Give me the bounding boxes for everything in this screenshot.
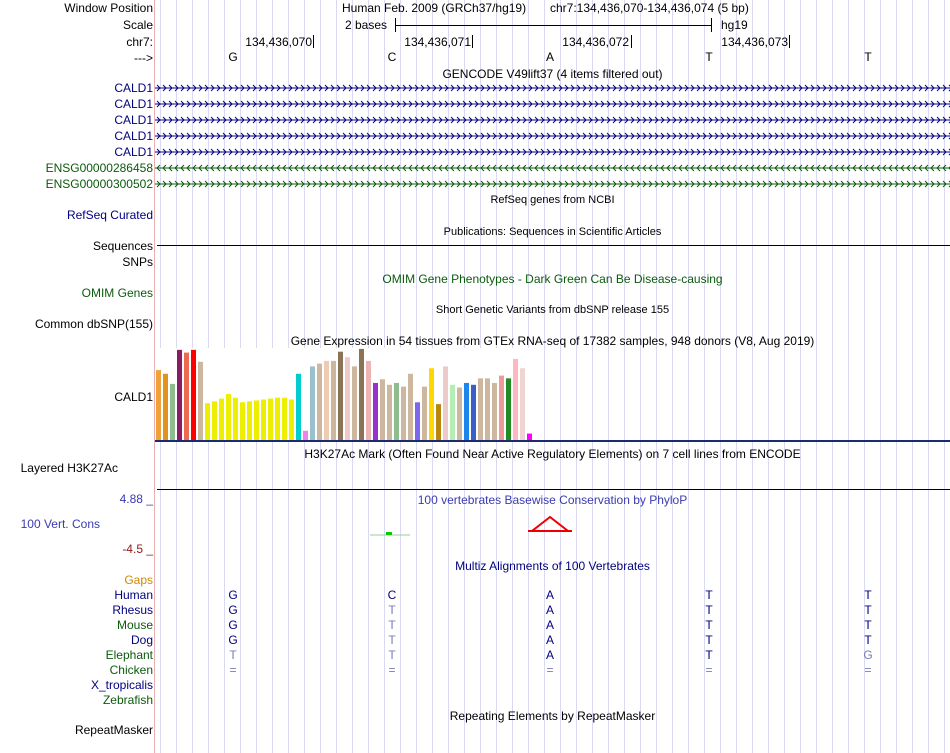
gtex-bar[interactable] bbox=[331, 361, 336, 440]
ruler-tick-label: 134,436,071 bbox=[404, 35, 471, 49]
gtex-bar[interactable] bbox=[443, 366, 448, 440]
gtex-bar[interactable] bbox=[380, 379, 385, 440]
alignment-base: T bbox=[864, 603, 872, 617]
gtex-bar[interactable] bbox=[261, 400, 266, 440]
species-label[interactable]: Human bbox=[114, 588, 153, 602]
window-position-label: Window Position bbox=[64, 1, 153, 15]
scale-db: hg19 bbox=[721, 18, 748, 32]
alignment-base: A bbox=[545, 603, 554, 617]
alignment-base: T bbox=[864, 633, 872, 647]
gencode-item-label[interactable]: CALD1 bbox=[114, 81, 153, 95]
species-label[interactable]: Chicken bbox=[109, 663, 153, 677]
alignment-base: T bbox=[705, 603, 713, 617]
gtex-bar[interactable] bbox=[212, 401, 217, 440]
alignment-base: T bbox=[388, 633, 396, 647]
gtex-bar[interactable] bbox=[177, 350, 182, 440]
gtex-bar[interactable] bbox=[408, 374, 413, 440]
h3k27ac-track-line bbox=[157, 489, 950, 490]
chrom-label: chr7: bbox=[126, 35, 153, 49]
ruler-tick-label: 134,436,072 bbox=[562, 35, 629, 49]
gtex-bar[interactable] bbox=[506, 378, 511, 440]
gtex-bar[interactable] bbox=[366, 361, 371, 440]
assembly-name: Human Feb. 2009 (GRCh37/hg19) bbox=[342, 1, 527, 15]
gtex-track-title: Gene Expression in 54 tissues from GTEx RNA-seq of 17382 samples, 948 donors (V8, Aug 2019) bbox=[290, 334, 815, 348]
gtex-bar-chart[interactable] bbox=[155, 348, 535, 441]
gtex-bar[interactable] bbox=[247, 401, 252, 440]
gtex-bar[interactable] bbox=[387, 385, 392, 440]
alignment-base: = bbox=[229, 663, 237, 677]
gtex-bar[interactable] bbox=[401, 387, 406, 440]
ruler-tick-label: 134,436,073 bbox=[721, 35, 788, 49]
gtex-bar[interactable] bbox=[457, 388, 462, 440]
omim-track-title: OMIM Gene Phenotypes - Dark Green Can Be Disease-causing bbox=[382, 272, 723, 286]
gencode-item-label[interactable]: CALD1 bbox=[114, 113, 153, 127]
gtex-bar[interactable] bbox=[352, 366, 357, 440]
alignment-base: A bbox=[545, 618, 554, 632]
alignment-base: T bbox=[705, 588, 713, 602]
species-label[interactable]: Elephant bbox=[105, 648, 153, 662]
alignment-base: A bbox=[545, 633, 554, 647]
gtex-baseline bbox=[155, 440, 950, 442]
alignment-base: T bbox=[864, 588, 872, 602]
gtex-bar[interactable] bbox=[394, 383, 399, 440]
cons-track-label[interactable]: 100 Vert. Cons bbox=[20, 517, 100, 531]
gtex-bar[interactable] bbox=[303, 431, 308, 440]
gtex-bar[interactable] bbox=[373, 383, 378, 440]
scale-bar-left-tick bbox=[395, 18, 396, 32]
alignment-base: = bbox=[705, 663, 713, 677]
rmsk-track-label[interactable]: RepeatMasker bbox=[74, 723, 153, 737]
gtex-bar[interactable] bbox=[429, 368, 434, 440]
alignment-base: T bbox=[388, 648, 396, 662]
window-position-value: chr7:134,436,070-134,436,074 (5 bp) bbox=[550, 1, 749, 15]
gtex-bar[interactable] bbox=[338, 352, 343, 440]
gencode-transcript-plus[interactable] bbox=[155, 132, 950, 140]
cons-track-title: 100 vertebrates Basewise Conservation by PhyloP bbox=[417, 493, 688, 507]
alignment-base: T bbox=[388, 603, 396, 617]
alignment-base: G bbox=[228, 603, 238, 617]
gtex-bar[interactable] bbox=[436, 404, 441, 440]
gtex-bar[interactable] bbox=[233, 398, 238, 440]
gencode-transcript-plus[interactable] bbox=[155, 100, 950, 108]
alignment-base: G bbox=[228, 633, 238, 647]
gtex-bar[interactable] bbox=[317, 364, 322, 440]
gtex-bar[interactable] bbox=[163, 374, 168, 440]
gencode-item-label[interactable]: CALD1 bbox=[114, 97, 153, 111]
refseq-track-title: RefSeq genes from NCBI bbox=[490, 194, 615, 206]
sequence-base: T bbox=[705, 50, 713, 64]
species-label[interactable]: Rhesus bbox=[112, 603, 153, 617]
alignment-base: T bbox=[705, 648, 713, 662]
scale-label: Scale bbox=[122, 18, 153, 32]
gtex-bar[interactable] bbox=[156, 370, 161, 440]
gtex-bar[interactable] bbox=[485, 378, 490, 440]
h3k27ac-track-title: H3K27Ac Mark (Often Found Near Active Regulatory Elements) on 7 cell lines from ENCODE bbox=[304, 447, 801, 461]
gtex-bar[interactable] bbox=[492, 383, 497, 440]
gtex-bar[interactable] bbox=[205, 403, 210, 440]
cons-min-label: -4.5 _ bbox=[122, 542, 153, 556]
rmsk-track-title: Repeating Elements by RepeatMasker bbox=[449, 709, 656, 723]
gencode-transcript-minus[interactable] bbox=[155, 164, 950, 172]
scale-bar bbox=[395, 25, 712, 26]
gtex-bar[interactable] bbox=[478, 378, 483, 440]
alignment-base: G bbox=[863, 648, 873, 662]
gtex-bar[interactable] bbox=[268, 399, 273, 440]
species-label[interactable]: Zebrafish bbox=[102, 693, 153, 707]
alignment-base: = bbox=[388, 663, 396, 677]
pubs-track-label[interactable]: Sequences bbox=[92, 239, 153, 253]
alignment-base: A bbox=[545, 588, 554, 602]
omim-track-label[interactable]: OMIM Genes bbox=[81, 286, 153, 300]
species-label[interactable]: Mouse bbox=[116, 618, 153, 632]
alignment-base: T bbox=[864, 618, 872, 632]
h3k27ac-track-label[interactable]: Layered H3K27Ac bbox=[20, 461, 118, 475]
sequence-base: C bbox=[387, 50, 397, 64]
alignment-base: G bbox=[228, 588, 238, 602]
gtex-bar[interactable] bbox=[415, 402, 420, 440]
species-label[interactable]: X_tropicalis bbox=[90, 678, 153, 692]
snps-track-label[interactable]: SNPs bbox=[122, 255, 153, 269]
gtex-bar[interactable] bbox=[513, 359, 518, 440]
alignment-base: A bbox=[545, 648, 554, 662]
sequence-base: T bbox=[864, 50, 872, 64]
gencode-item-label[interactable]: ENSG00000300502 bbox=[45, 177, 153, 191]
gtex-bar[interactable] bbox=[275, 398, 280, 440]
alignment-base: T bbox=[388, 618, 396, 632]
scale-bar-right-tick bbox=[711, 18, 712, 32]
gtex-bar[interactable] bbox=[226, 394, 231, 440]
gtex-bar[interactable] bbox=[345, 357, 350, 440]
gtex-bar[interactable] bbox=[296, 374, 301, 440]
gtex-bar[interactable] bbox=[191, 350, 196, 440]
alignment-base: T bbox=[705, 618, 713, 632]
gencode-track-title: GENCODE V49lift37 (4 items filtered out) bbox=[442, 67, 663, 81]
gtex-bar[interactable] bbox=[240, 402, 245, 440]
gtex-bar[interactable] bbox=[520, 368, 525, 440]
gtex-bar[interactable] bbox=[184, 353, 189, 440]
gencode-transcript-plus[interactable] bbox=[155, 180, 950, 188]
gtex-bar[interactable] bbox=[170, 384, 175, 440]
pubs-track-title: Publications: Sequences in Scientific Articles bbox=[443, 226, 662, 238]
pubs-track-line bbox=[157, 245, 950, 246]
ruler-tick bbox=[472, 35, 473, 48]
gencode-item-label[interactable]: CALD1 bbox=[114, 145, 153, 159]
alignment-base: = bbox=[546, 663, 554, 677]
alignment-base: T bbox=[229, 648, 237, 662]
cons-max-label: 4.88 _ bbox=[119, 492, 153, 506]
gtex-bar[interactable] bbox=[359, 349, 364, 440]
gtex-bar[interactable] bbox=[450, 385, 455, 440]
scale-value: 2 bases bbox=[345, 18, 388, 32]
gencode-item-label[interactable]: CALD1 bbox=[114, 129, 153, 143]
multiz-track-title: Multiz Alignments of 100 Vertebrates bbox=[455, 559, 650, 573]
gtex-bar[interactable] bbox=[499, 376, 504, 440]
alignment-base: = bbox=[864, 663, 872, 677]
gtex-bar[interactable] bbox=[219, 399, 224, 440]
gtex-bar[interactable] bbox=[282, 398, 287, 440]
gencode-transcript-plus[interactable] bbox=[155, 84, 950, 92]
gencode-transcript-plus[interactable] bbox=[155, 148, 950, 156]
gtex-gene-label[interactable]: CALD1 bbox=[114, 390, 153, 404]
ruler-tick bbox=[789, 35, 790, 48]
gtex-bar[interactable] bbox=[310, 366, 315, 440]
gtex-bar[interactable] bbox=[254, 400, 259, 440]
gtex-bar[interactable] bbox=[464, 383, 469, 440]
sequence-base: A bbox=[545, 50, 554, 64]
gencode-transcript-plus[interactable] bbox=[155, 116, 950, 124]
gtex-bar[interactable] bbox=[289, 400, 294, 440]
dbsnp-track-title: Short Genetic Variants from dbSNP release 155 bbox=[435, 304, 670, 316]
strand-label: ---> bbox=[134, 51, 153, 65]
species-label[interactable]: Dog bbox=[130, 633, 153, 647]
sequence-base: G bbox=[228, 50, 238, 64]
alignment-base: C bbox=[387, 588, 397, 602]
alignment-base: T bbox=[705, 633, 713, 647]
refseq-track-label[interactable]: RefSeq Curated bbox=[66, 208, 153, 222]
dbsnp-track-label[interactable]: Common dbSNP(155) bbox=[34, 317, 153, 331]
gencode-item-label[interactable]: ENSG00000286458 bbox=[45, 161, 153, 175]
ruler-tick bbox=[631, 35, 632, 48]
multiz-gaps-label[interactable]: Gaps bbox=[124, 573, 153, 587]
gtex-bar[interactable] bbox=[422, 387, 427, 440]
ruler-tick bbox=[313, 35, 314, 48]
alignment-base: G bbox=[228, 618, 238, 632]
gtex-bar[interactable] bbox=[471, 385, 476, 440]
ruler-tick-label: 134,436,070 bbox=[245, 35, 312, 49]
cons-wiggle bbox=[360, 515, 580, 540]
gtex-bar[interactable] bbox=[198, 362, 203, 440]
gtex-bar[interactable] bbox=[324, 361, 329, 440]
